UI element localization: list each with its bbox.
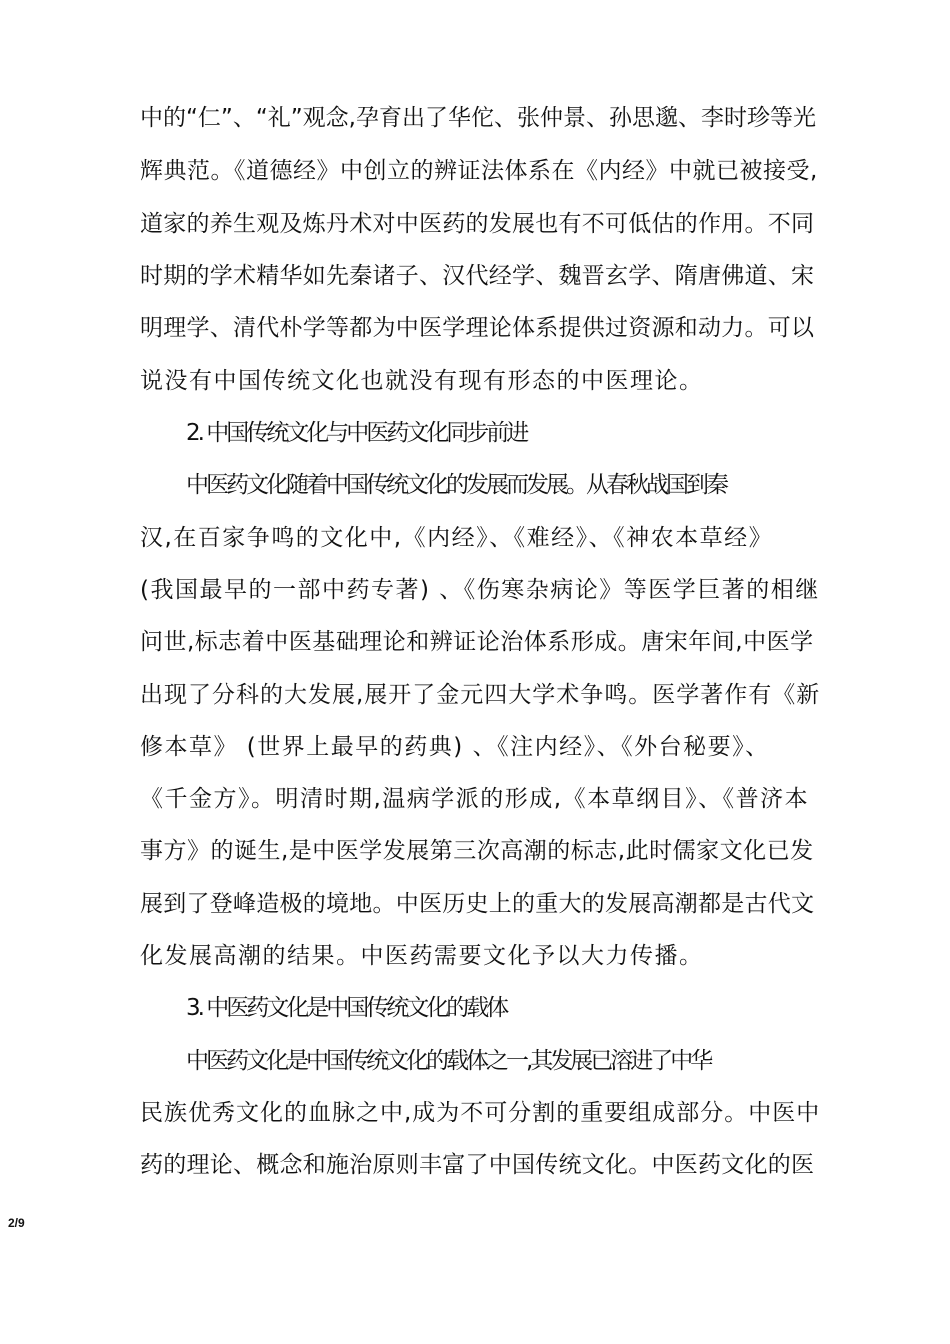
text-line: 展到了登峰造极的境地。中医历史上的重大的发展高潮都是古代文 — [140, 891, 815, 917]
text-line: 修本草》 (世界上最早的药典) 、《注内经》、《外台秘要》、 — [140, 734, 770, 760]
text-line: 中的“仁”、“礼”观念,孕育出了华佗、张仲景、孙思邈、李时珍等光 — [140, 105, 816, 131]
text-line: (我国最早的一部中药专著) 、《伤寒杂病论》等医学巨著的相继 — [140, 577, 820, 603]
text-line: 问世,标志着中医基础理论和辨证论治体系形成。唐宋年间,中医学 — [140, 629, 814, 655]
text-line: 说没有中国传统文化也就没有现有形态的中医理论。 — [140, 368, 704, 394]
text-line: 药的理论、概念和施治原则丰富了中国传统文化。中医药文化的医 — [140, 1152, 815, 1178]
text-line: 民族优秀文化的血脉之中,成为不可分割的重要组成部分。中医中 — [140, 1100, 821, 1126]
text-line: 道家的养生观及炼丹术对中医药的发展也有不可低估的作用。不同 — [140, 211, 815, 237]
page-number: 2/9 — [8, 1216, 25, 1230]
text-line: 明理学、清代朴学等都为中医学理论体系提供过资源和动力。可以 — [140, 315, 815, 341]
text-line: 汉,在百家争鸣的文化中,《内经》、《难经》、《神农本草经》 — [140, 525, 774, 551]
text-line: 中医药文化是中国传统文化的载体之一,其发展已溶进了中华 — [186, 1048, 711, 1074]
text-line: 事方》的诞生,是中医学发展第三次高潮的标志,此时儒家文化已发 — [140, 838, 814, 864]
text-line: 中医药文化随着中国传统文化的发展而发展。从春秋战国到秦 — [186, 472, 726, 498]
text-line: 时期的学术精华如先秦诸子、汉代经学、魏晋玄学、隋唐佛道、宋 — [140, 263, 815, 289]
text-line: 出现了分科的大发展,展开了金元四大学术争鸣。医学著作有《新 — [140, 682, 821, 708]
text-line: 化发展高潮的结果。中医药需要文化予以大力传播。 — [140, 943, 704, 969]
section-heading: 3. 中医药文化是中国传统文化的载体 — [186, 995, 507, 1021]
text-line: 辉典范。《道德经》中创立的辨证法体系在《内经》中就已被接受, — [140, 158, 818, 184]
section-heading: 2. 中国传统文化与中医药文化同步前进 — [186, 420, 527, 446]
text-line: 《千金方》。明清时期,温病学派的形成,《本草纲目》、《普济本 — [140, 786, 810, 812]
